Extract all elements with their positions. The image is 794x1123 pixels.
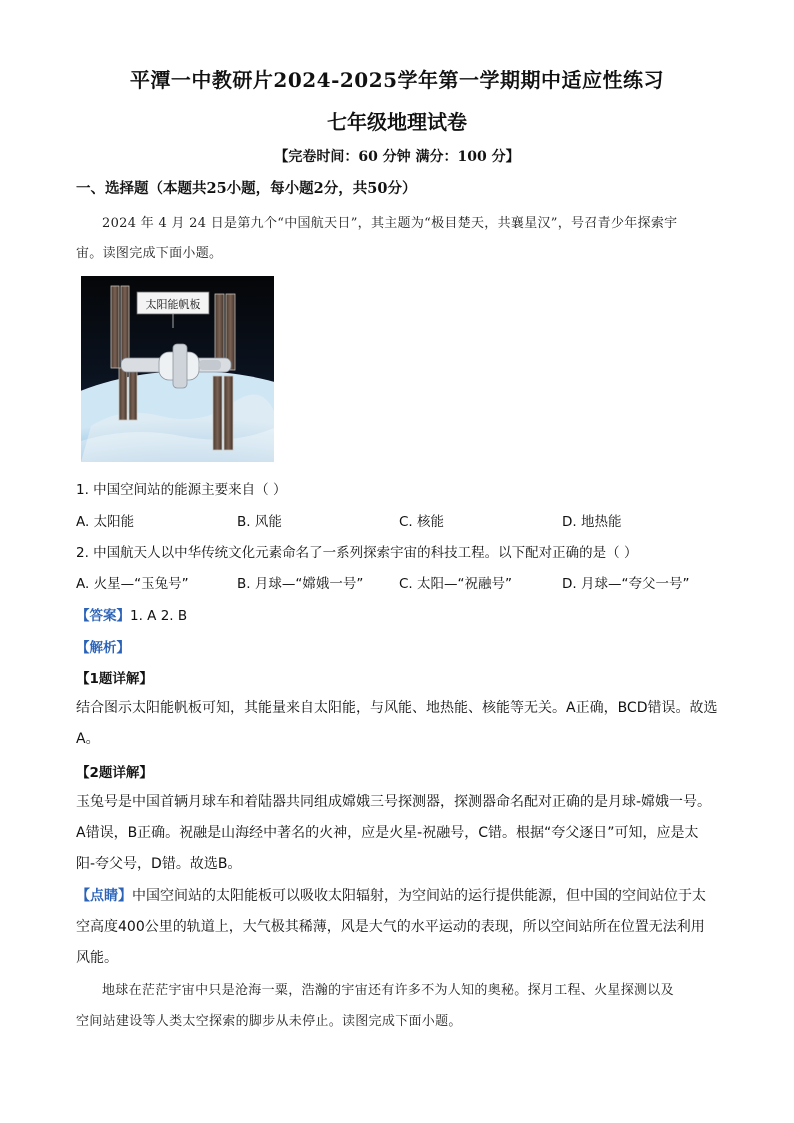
- q2-option-d[interactable]: D. 月球—“夸父一号”: [562, 576, 690, 592]
- material-2-line-1: 地球在茫茫宇宙中只是沧海一粟，浩瀚的宇宙还有许多不为人知的奥秘。探月工程、火星探测以及: [102, 983, 674, 998]
- tip-line-2: 空高度400公里的轨道上，大气极其稀薄，风是大气的水平运动的表现，所以空间站所在位置无法利用: [76, 919, 705, 935]
- question-1-stem: 1. 中国空间站的能源主要来自（ ）: [76, 482, 287, 498]
- tip-text: [76, 881, 718, 974]
- detail-1-line-1: 结合图示太阳能帆板可知，其能量来自太阳能，与风能、地热能、核能等无关。A正确，BCD错误。故选: [76, 700, 718, 716]
- question-2-stem: 2. 中国航天人以中华传统文化元素命名了一系列探索宇宙的科技工程。以下配对正确的是（ ）: [76, 545, 638, 561]
- tip-line-3: 风能。: [76, 950, 118, 966]
- detail-2-line-1: 玉兔号是中国首辆月球车和着陆器共同组成嫦娥三号探测器，探测器命名配对正确的是月球-嫦娥一号。: [76, 794, 712, 810]
- q2-option-c[interactable]: C. 太阳—“祝融号”: [399, 576, 512, 592]
- answer-label: 【答案】: [76, 608, 130, 624]
- space-station-image: [81, 276, 274, 462]
- q1-option-c[interactable]: C. 核能: [399, 514, 445, 530]
- section-heading: 一、选择题（本题共25小题，每小题2分，共50分）: [76, 180, 417, 197]
- detail-1-line-2: A。: [76, 731, 100, 747]
- material-1-line-2: 宙。读图完成下面小题。: [76, 246, 223, 261]
- detail-2-line-3: 阳-夸父号，D错。故选B。: [76, 856, 242, 872]
- exam-meta: 【完卷时间：60 分钟 满分：100 分】: [274, 149, 520, 165]
- exam-subtitle: 七年级地理试卷: [327, 110, 467, 134]
- tip-line-1: 中国空间站的太阳能板可以吸收太阳辐射，为空间站的运行提供能源，但中国的空间站位于太: [132, 888, 706, 904]
- answer-line: [76, 604, 187, 624]
- detail-1-text: [76, 693, 718, 755]
- q1-option-a[interactable]: A. 太阳能: [76, 514, 135, 530]
- material-1-line-1: 2024 年 4 月 24 日是第九个“中国航天日”，其主题为“极目楚天，共襄星汉”，号召青少年探索宇: [102, 216, 678, 231]
- exam-title: 平潭一中教研片2024-2025学年第一学期期中适应性练习: [129, 68, 665, 92]
- answer-text: 1. A 2. B: [130, 608, 188, 624]
- material-paragraph-2: [76, 975, 716, 1037]
- q2-option-b[interactable]: B. 月球—“嫦娥一号”: [237, 576, 364, 592]
- detail-2-label: 【2题详解】: [76, 765, 153, 781]
- q1-option-d[interactable]: D. 地热能: [562, 514, 622, 530]
- tip-label: 【点睛】: [76, 888, 132, 904]
- detail-2-text: [76, 787, 718, 880]
- q1-option-b[interactable]: B. 风能: [237, 514, 282, 530]
- detail-2-line-2: A错误，B正确。祝融是山海经中著名的火神，应是火星-祝融号，C错。根据“夸父逐日”可知，应是太: [76, 825, 699, 841]
- q2-option-a[interactable]: A. 火星—“玉兔号”: [76, 576, 189, 592]
- detail-1-label: 【1题详解】: [76, 671, 153, 687]
- analysis-label: 【解析】: [76, 640, 130, 656]
- material-2-line-2: 空间站建设等人类太空探索的脚步从未停止。读图完成下面小题。: [76, 1014, 462, 1029]
- material-paragraph-1: [76, 209, 716, 269]
- figure-label: 太阳能帆板: [145, 298, 201, 311]
- space-station-illustration: [81, 276, 274, 462]
